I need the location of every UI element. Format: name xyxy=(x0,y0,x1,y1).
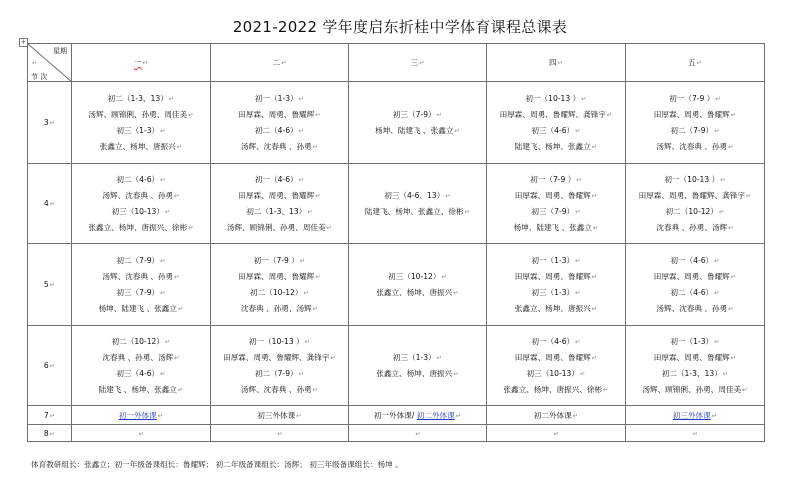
teacher-list: 张鑫立、杨坤、唐振兴↵ xyxy=(376,368,459,378)
teacher-list: 汤辉、沈春典 、孙勇↵ xyxy=(102,271,180,281)
corner-cell xyxy=(28,44,72,82)
empty-cell: ↵ xyxy=(487,425,626,442)
period-cell: 7↵ xyxy=(28,406,72,425)
class-group: 初三（4-6、13）↵ xyxy=(384,190,451,200)
class-cell-wed xyxy=(349,164,487,244)
teacher-list: 汤辉、沈春典 、孙勇↵ xyxy=(240,384,319,394)
day-header-mon: 一↵ xyxy=(72,44,211,82)
corner-mark: ↵ xyxy=(32,59,38,67)
teacher-list: 张鑫立、杨坤、唐振兴、徐彬↵ xyxy=(503,384,609,394)
outdoor-class-cell-thu: 初二外体课↵ xyxy=(487,406,626,425)
teacher-list: 杨坤、陆建飞 、张鑫立↵ xyxy=(513,222,599,232)
class-group: 初三（7-9）↵ xyxy=(116,287,166,297)
class-group: 初三（1-3）↵ xyxy=(116,125,166,135)
class-cell-fri xyxy=(626,164,765,244)
class-group: 初二（1-3、13）↵ xyxy=(107,93,175,103)
class-group: 初一（4-6）↵ xyxy=(670,255,720,265)
table-move-handle[interactable]: + xyxy=(20,38,27,46)
class-group: 初三（7-9）↵ xyxy=(392,109,443,119)
period-cell: 6↵ xyxy=(28,326,72,406)
class-group: 初一（4-6）↵ xyxy=(531,336,581,346)
class-group: 初一（1-3）↵ xyxy=(531,255,581,265)
outdoor-class-link[interactable]: 初二外体课 xyxy=(416,410,455,420)
outdoor-class-cell-wed: 初一外体课/ 初二外体课↵ xyxy=(349,406,487,425)
teacher-list: 汤辉、沈春典 、孙勇↵ xyxy=(656,141,734,151)
day-header-thu: 四↵ xyxy=(487,44,626,82)
class-group: 初一（10-13 ）↵ xyxy=(525,93,587,103)
teacher-list: 汤辉、顾锦俐、孙勇、周佳美↵ xyxy=(88,109,194,119)
period-cell: 3↵ xyxy=(28,82,72,164)
teacher-list: 田厚霖、周勇、鲁耀辉↵ xyxy=(514,190,598,200)
class-cell-wed xyxy=(349,82,487,164)
class-group: 初二（4-6）↵ xyxy=(116,174,166,184)
class-group: 初一（10-13 ）↵ xyxy=(248,336,311,346)
class-group: 初二（7-9）↵ xyxy=(116,255,166,265)
teacher-list: 田厚霖、周勇、鲁耀辉、龚锋宇↵ xyxy=(223,352,336,362)
class-group: 初三（4-6）↵ xyxy=(531,125,581,135)
teacher-list: 张鑫立、杨坤、唐振兴↵ xyxy=(376,287,459,297)
day-header-tue: 二↵ xyxy=(211,44,349,82)
teacher-list: 汤辉、顾锦俐、孙勇、周佳美↵ xyxy=(226,222,333,232)
header-row xyxy=(28,44,765,82)
teacher-list: 杨坤、陆建飞 、张鑫立↵ xyxy=(375,125,460,135)
table-row xyxy=(28,164,765,244)
teacher-list: 沈春典 、孙勇、汤辉↵ xyxy=(656,222,734,232)
table-row xyxy=(28,82,765,164)
class-group: 初二（4-6）↵ xyxy=(670,287,720,297)
teacher-list: 陆建飞、杨坤、张鑫立↵ xyxy=(514,141,598,151)
weekday-label: 星期 xyxy=(53,47,67,55)
outdoor-class-cell-mon: 初一外体课↵ xyxy=(72,406,211,425)
class-group: 初三（10-13）↵ xyxy=(526,368,586,378)
class-cell-fri xyxy=(626,244,765,326)
table-row xyxy=(28,326,765,406)
teacher-list: 田厚霖、周勇、鲁耀辉↵ xyxy=(514,352,598,362)
teacher-list: 汤辉、沈春典 、孙勇↵ xyxy=(656,303,734,313)
period-cell: 5↵ xyxy=(28,244,72,326)
class-group: 初一（1-3）↵ xyxy=(254,93,305,103)
teacher-list: 陆建飞 、杨坤、张鑫立↵ xyxy=(98,384,184,394)
outdoor-class-cell-tue: 初三外体课↵ xyxy=(211,406,349,425)
empty-cell: ↵ xyxy=(349,425,487,442)
table-row xyxy=(28,425,765,442)
class-group: 初一（1-3）↵ xyxy=(670,336,720,346)
class-group: 初二（10-12）↵ xyxy=(665,206,725,216)
class-cell-mon xyxy=(72,326,211,406)
class-cell-thu xyxy=(487,326,626,406)
class-group: 初二（1-3、13）↵ xyxy=(246,206,313,216)
class-cell-tue xyxy=(211,82,349,164)
teacher-list: 田厚霖、周勇、鲁耀辉↵ xyxy=(514,271,598,281)
class-group: 初三（7-9）↵ xyxy=(531,206,581,216)
class-cell-tue xyxy=(211,164,349,244)
class-group: 初二（10-12）↵ xyxy=(111,336,171,346)
period-label: 节 次 xyxy=(31,73,48,81)
class-group: 初二（1-3、13）↵ xyxy=(661,368,729,378)
teacher-list: 汤辉、沈春典 、孙勇↵ xyxy=(240,141,319,151)
class-group: 初一（10-13 ）↵ xyxy=(664,174,726,184)
outdoor-class-text: 初二外体课 xyxy=(533,410,572,420)
class-cell-mon xyxy=(72,82,211,164)
class-cell-tue xyxy=(211,326,349,406)
teacher-list: 沈春典 、孙勇、汤辉↵ xyxy=(102,352,180,362)
teacher-list: 杨坤、陆建飞 、张鑫立↵ xyxy=(98,303,184,313)
table-row xyxy=(28,406,765,425)
class-cell-fri xyxy=(626,326,765,406)
teacher-list: 沈春典 、孙勇、汤辉↵ xyxy=(240,303,319,313)
class-group: 初三（10-13）↵ xyxy=(111,206,171,216)
class-group: 初三（1-3）↵ xyxy=(531,287,581,297)
teacher-list: 张鑫立、杨坤、唐振兴、徐彬↵ xyxy=(88,222,194,232)
outdoor-class-text: 初一外体课/ xyxy=(373,410,417,420)
outdoor-class-link[interactable]: 初一外体课 xyxy=(118,410,157,420)
class-group: 初三（10-12）↵ xyxy=(388,271,447,281)
class-group: 初二（4-6）↵ xyxy=(254,125,305,135)
class-cell-wed xyxy=(349,244,487,326)
class-cell-thu xyxy=(487,164,626,244)
class-group: 初二（7-9）↵ xyxy=(254,368,305,378)
footer-note: 体育教研组长：张鑫立；初一年级备课组长：鲁耀辉； 初二年级备课组长：汤辉； 初三年级备课组长：杨坤 。 xyxy=(31,460,403,469)
teacher-list: 田厚霖、周勇、鲁耀辉↵ xyxy=(238,109,321,119)
outdoor-class-cell-fri: 初三外体课↵ xyxy=(626,406,765,425)
class-cell-thu xyxy=(487,82,626,164)
teacher-list: 张鑫立、杨坤、唐振兴↵ xyxy=(99,141,183,151)
empty-cell: ↵ xyxy=(72,425,211,442)
class-group: 初三（1-3）↵ xyxy=(392,352,443,362)
empty-cell: ↵ xyxy=(626,425,765,442)
teacher-list: 田厚霖、周勇、鲁耀辉、龚锋宇↵ xyxy=(499,109,613,119)
class-cell-mon xyxy=(72,164,211,244)
class-cell-fri xyxy=(626,82,765,164)
class-group: 初二（10-12）↵ xyxy=(250,287,309,297)
teacher-list: 田厚霖、周勇、鲁耀辉↵ xyxy=(653,109,737,119)
class-group: 初一（7-9 ）↵ xyxy=(530,174,582,184)
day-header-fri: 五↵ xyxy=(626,44,765,82)
teacher-list: 张鑫立、杨坤、唐振兴↵ xyxy=(514,303,598,313)
empty-cell: ↵ xyxy=(211,425,349,442)
class-group: 初二（7-9）↵ xyxy=(670,125,720,135)
teacher-list: 陆建飞、杨坤、张鑫立、徐彬↵ xyxy=(364,206,471,216)
outdoor-class-text: 初三外体课 xyxy=(257,410,296,420)
teacher-list: 田厚霖、周勇、鲁耀辉↵ xyxy=(238,271,321,281)
teacher-list: 田厚霖、周勇、鲁耀辉↵ xyxy=(653,271,737,281)
class-cell-tue xyxy=(211,244,349,326)
day-header-wed: 三↵ xyxy=(349,44,487,82)
class-cell-mon xyxy=(72,244,211,326)
period-cell: 4↵ xyxy=(28,164,72,244)
outdoor-class-link[interactable]: 初三外体课 xyxy=(672,410,711,420)
teacher-list: 田厚霖、周勇、鲁耀辉、龚锋宇↵ xyxy=(638,190,752,200)
class-group: 初一（7-9 ）↵ xyxy=(253,255,306,265)
class-cell-wed xyxy=(349,326,487,406)
schedule-table xyxy=(27,43,765,442)
class-cell-thu xyxy=(487,244,626,326)
class-group: 初一（7-9 ）↵ xyxy=(669,93,721,103)
page-title: 2021-2022 学年度启东折桂中学体育课程总课表 xyxy=(232,18,568,36)
teacher-list: 田厚霖、周勇、鲁耀辉↵ xyxy=(653,352,737,362)
teacher-list: 汤辉、沈春典 、孙勇↵ xyxy=(102,190,180,200)
teacher-list: 田厚霖、周勇、鲁耀辉↵ xyxy=(238,190,321,200)
class-group: 初三（4-6）↵ xyxy=(116,368,166,378)
period-cell: 8↵ xyxy=(28,425,72,442)
table-row xyxy=(28,244,765,326)
class-group: 初一（4-6）↵ xyxy=(254,174,305,184)
teacher-list: 汤辉、顾锦俐、孙勇、周佳美↵ xyxy=(642,384,748,394)
